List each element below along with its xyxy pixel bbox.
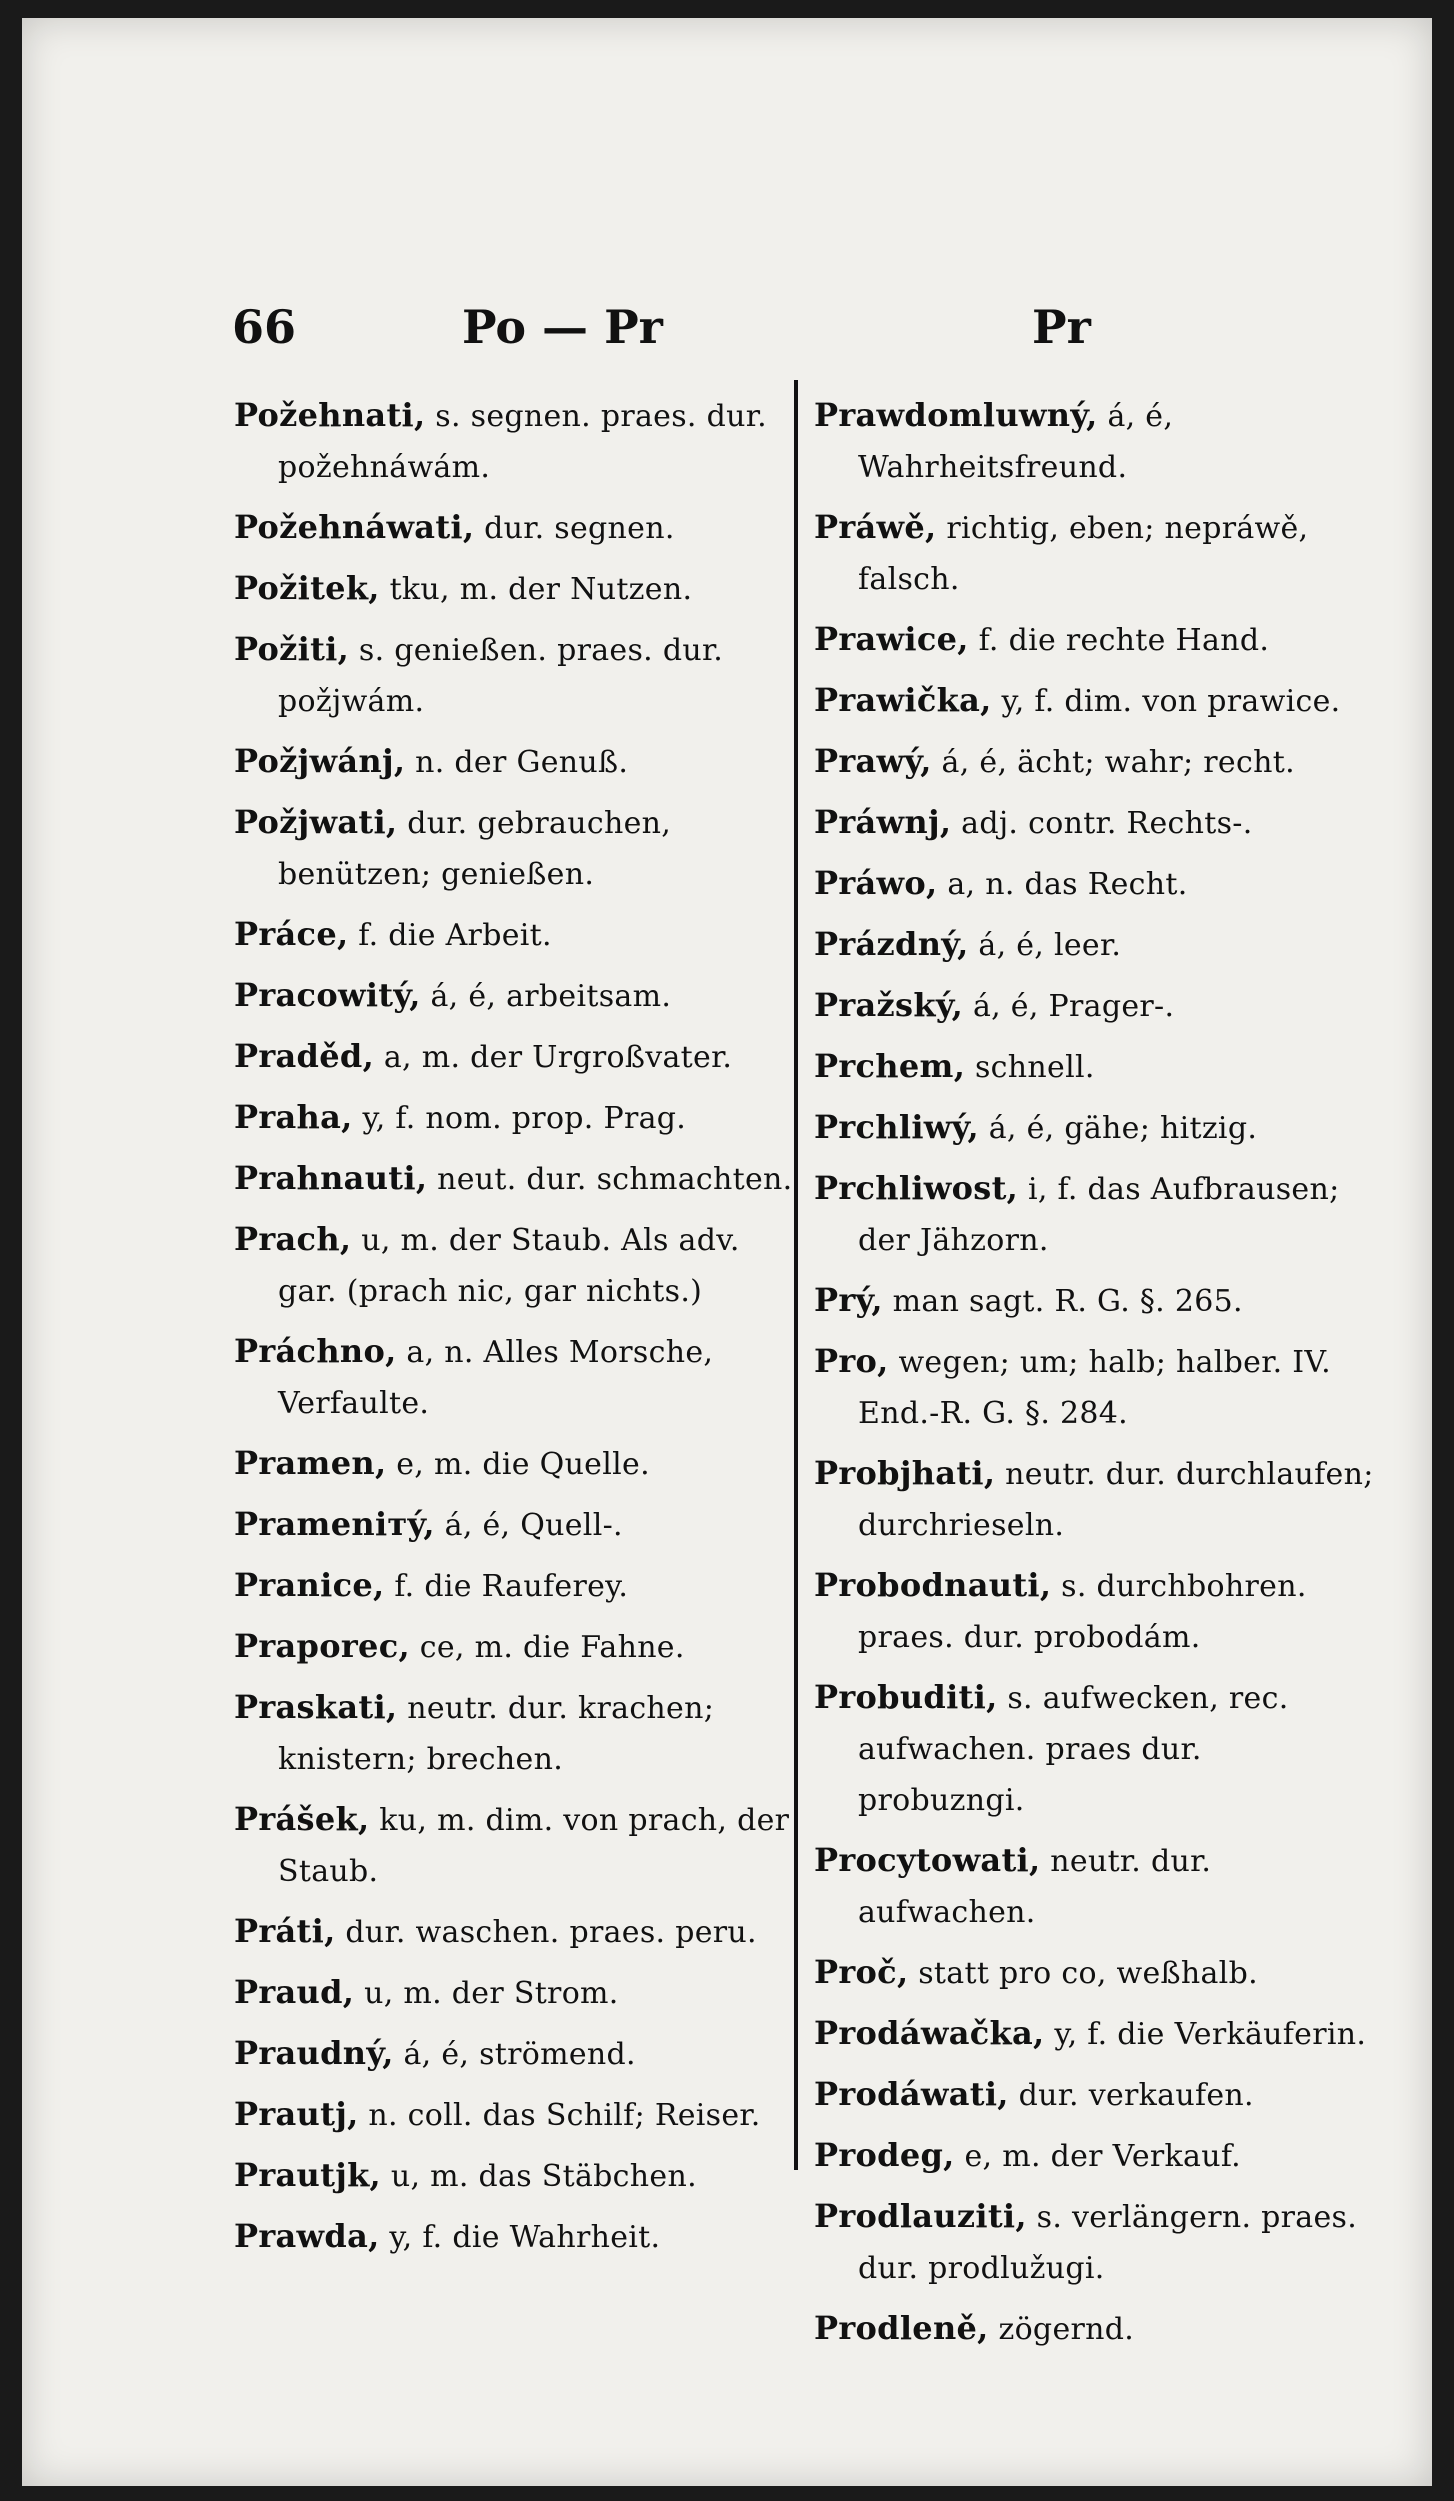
entry-headword: Prchliwost, [814, 1169, 1019, 1207]
entry-headword: Prawička, [814, 681, 992, 719]
entry-headword: Prautjk, [234, 2156, 381, 2194]
entry-headword: Prodáwačka, [814, 2014, 1045, 2052]
entry-definition: á, é, Wahrheitsfreund. [858, 399, 1174, 485]
entry-headword: Proč, [814, 1953, 909, 1991]
page-header [22, 300, 1432, 370]
entry-headword: Prach, [234, 1220, 352, 1258]
entry-definition: dur. verkaufen. [1018, 2078, 1254, 2113]
dictionary-entry [814, 736, 1374, 788]
entry-definition: y, f. nom. prop. Prag. [362, 1101, 687, 1136]
dictionary-entry [234, 1794, 794, 1897]
dictionary-entry [234, 2150, 794, 2202]
dictionary-entry [814, 2303, 1374, 2355]
entry-definition: neutr. dur. krachen; knistern; brechen. [278, 1691, 715, 1777]
entry-headword: Práce, [234, 915, 349, 953]
entry-definition: wegen; um; halb; halber. IV. End.-R. G. §. 284. [858, 1345, 1331, 1431]
entry-definition: n. der Genuß. [415, 745, 629, 780]
entry-headword: Prawý, [814, 742, 932, 780]
dictionary-entry [234, 1967, 794, 2019]
entry-headword: Praděd, [234, 1037, 375, 1075]
entry-definition: f. die Arbeit. [358, 918, 552, 953]
dictionary-entry [814, 1041, 1374, 1093]
entry-headword: Praskati, [234, 1688, 398, 1726]
dictionary-entry [234, 970, 794, 1022]
entry-definition: ku, m. dim. von prach, der Staub. [278, 1803, 790, 1889]
entry-headword: Požiti, [234, 630, 350, 668]
right-guide-word: Pr [1032, 300, 1091, 354]
dictionary-entry [814, 2008, 1374, 2060]
dictionary-entry [814, 502, 1374, 605]
dictionary-entry [814, 2191, 1374, 2294]
entry-headword: Probuditi, [814, 1678, 998, 1716]
dictionary-entry [814, 614, 1374, 666]
entry-definition: u, m. das Stäbchen. [390, 2159, 697, 2194]
dictionary-entry [814, 1672, 1374, 1826]
dictionary-entry [234, 1906, 794, 1958]
entry-headword: Prautj, [234, 2095, 359, 2133]
dictionary-page [22, 18, 1432, 2486]
entry-definition: á, é, leer. [978, 928, 1122, 963]
dictionary-entry [234, 563, 794, 615]
entry-headword: Praporec, [234, 1627, 410, 1665]
entry-definition: á, é, gähe; hitzig. [988, 1111, 1258, 1146]
entry-definition: u, m. der Strom. [364, 1976, 619, 2011]
entry-headword: Prý, [814, 1281, 883, 1319]
dictionary-entry [814, 919, 1374, 971]
entry-definition: i, f. das Aufbrausen; der Jähzorn. [858, 1172, 1340, 1258]
page-number: 66 [232, 300, 297, 354]
entry-definition: á, é, arbeitsam. [430, 979, 672, 1014]
dictionary-entry [234, 1438, 794, 1490]
column-divider [794, 380, 798, 2170]
entry-definition: s. verlängern. praes. dur. prodlužugi. [858, 2200, 1358, 2286]
entry-headword: Pražský, [814, 986, 964, 1024]
dictionary-entry [234, 1326, 794, 1429]
entry-definition: e, m. der Verkauf. [964, 2139, 1242, 2174]
entry-headword: Požitek, [234, 569, 380, 607]
dictionary-entry [814, 980, 1374, 1032]
entry-headword: Prodáwati, [814, 2075, 1009, 2113]
entry-headword: Prchliwý, [814, 1108, 979, 1146]
entry-definition: á, é, strömend. [403, 2037, 636, 2072]
entry-headword: Probodnauti, [814, 1566, 1052, 1604]
dictionary-entry [814, 1275, 1374, 1327]
dictionary-entry [814, 1560, 1374, 1663]
entry-headword: Prameniтý, [234, 1505, 435, 1543]
dictionary-entry [234, 797, 794, 900]
dictionary-entry [234, 736, 794, 788]
dictionary-entry [234, 2089, 794, 2141]
dictionary-entry [814, 675, 1374, 727]
entry-definition: adj. contr. Rechts-. [961, 806, 1253, 841]
entry-definition: á, é, Prager-. [972, 989, 1175, 1024]
entry-definition: s. segnen. praes. dur. požehnáwám. [278, 399, 767, 485]
entry-headword: Prodlauziti, [814, 2197, 1027, 2235]
dictionary-entry [234, 1031, 794, 1083]
entry-headword: Prawda, [234, 2217, 380, 2255]
dictionary-entry [814, 2069, 1374, 2121]
entry-headword: Praha, [234, 1098, 353, 1136]
dictionary-entry [234, 502, 794, 554]
entry-headword: Praud, [234, 1973, 355, 2011]
entry-headword: Prchem, [814, 1047, 966, 1085]
entry-headword: Probjhati, [814, 1454, 996, 1492]
entry-headword: Práchno, [234, 1332, 397, 1370]
entry-headword: Prawdomluwný, [814, 396, 1098, 434]
dictionary-entry [234, 1214, 794, 1317]
entry-definition: s. genießen. praes. dur. požjwám. [278, 633, 724, 719]
entry-headword: Prášek, [234, 1800, 370, 1838]
entry-definition: dur. segnen. [484, 511, 675, 546]
entry-definition: dur. waschen. praes. peru. [345, 1915, 757, 1950]
entry-headword: Práti, [234, 1912, 336, 1950]
entry-definition: neutr. dur. aufwachen. [858, 1844, 1212, 1930]
entry-definition: a, n. Alles Morsche, Verfaulte. [278, 1335, 714, 1421]
dictionary-entry [234, 2028, 794, 2080]
entry-headword: Procytowati, [814, 1841, 1041, 1879]
entry-headword: Požehnati, [234, 396, 426, 434]
dictionary-entry [814, 2130, 1374, 2182]
entry-headword: Požehnáwati, [234, 508, 475, 546]
dictionary-entry [814, 1102, 1374, 1154]
entry-headword: Práwě, [814, 508, 937, 546]
entry-headword: Pracowitý, [234, 976, 421, 1014]
entry-definition: statt pro co, weßhalb. [918, 1956, 1258, 1991]
entry-definition: neut. dur. schmachten. [437, 1162, 793, 1197]
entry-definition: á, é, ächt; wahr; recht. [941, 745, 1295, 780]
entry-headword: Pranice, [234, 1566, 385, 1604]
dictionary-entry [234, 1092, 794, 1144]
entry-definition: zögernd. [998, 2312, 1135, 2347]
entry-headword: Prahnauti, [234, 1159, 428, 1197]
entry-definition: dur. gebrauchen, benützen; genießen. [278, 806, 672, 892]
dictionary-entry [234, 390, 794, 493]
entry-headword: Pro, [814, 1342, 889, 1380]
entry-definition: e, m. die Quelle. [396, 1447, 650, 1482]
entry-headword: Pramen, [234, 1444, 387, 1482]
dictionary-entry [814, 858, 1374, 910]
entry-definition: man sagt. R. G. §. 265. [892, 1284, 1243, 1319]
dictionary-entry [814, 1448, 1374, 1551]
dictionary-entry [814, 1336, 1374, 1439]
dictionary-entry [234, 909, 794, 961]
entry-headword: Práwnj, [814, 803, 952, 841]
entry-definition: richtig, eben; nepráwě, falsch. [858, 511, 1309, 597]
entry-definition: y, f. dim. von prawice. [1001, 684, 1341, 719]
entry-definition: schnell. [974, 1050, 1095, 1085]
dictionary-entry [234, 1682, 794, 1785]
dictionary-entry [234, 1499, 794, 1551]
dictionary-entry [234, 624, 794, 727]
left-guide-word: Po — Pr [462, 300, 663, 354]
entry-definition: a, n. das Recht. [947, 867, 1188, 902]
entry-headword: Požjwánj, [234, 742, 406, 780]
dictionary-entry [814, 1835, 1374, 1938]
entry-definition: y, f. die Verkäuferin. [1054, 2017, 1367, 2052]
entry-definition: n. coll. das Schilf; Reiser. [368, 2098, 761, 2133]
entry-definition: a, m. der Urgroßvater. [383, 1040, 733, 1075]
entry-definition: f. die rechte Hand. [978, 623, 1270, 658]
entry-definition: tku, m. der Nutzen. [389, 572, 693, 607]
entry-headword: Praudný, [234, 2034, 394, 2072]
dictionary-entry [234, 1621, 794, 1673]
dictionary-entry [814, 1163, 1374, 1266]
entry-definition: á, é, Quell-. [444, 1508, 623, 1543]
entry-headword: Prázdný, [814, 925, 969, 963]
entry-headword: Prodleně, [814, 2309, 989, 2347]
dictionary-entry [234, 1560, 794, 1612]
dictionary-entry [814, 390, 1374, 493]
entry-definition: neutr. dur. durchlaufen; durchrieseln. [858, 1457, 1374, 1543]
entry-headword: Prawice, [814, 620, 969, 658]
entry-definition: u, m. der Staub. Als adv. gar. (prach nic, gar nichts.) [278, 1223, 740, 1309]
entry-definition: s. aufwecken, rec. aufwachen. praes dur. probuzngi. [858, 1681, 1289, 1818]
dictionary-entry [234, 1153, 794, 1205]
entry-definition: s. durchbohren. praes. dur. probodám. [858, 1569, 1307, 1655]
dictionary-entry [814, 797, 1374, 849]
dictionary-entry [234, 2211, 794, 2263]
right-column [814, 390, 1374, 2364]
entry-headword: Požjwati, [234, 803, 398, 841]
entry-definition: f. die Rauferey. [394, 1569, 629, 1604]
entry-headword: Práwo, [814, 864, 938, 902]
entry-headword: Prodeg, [814, 2136, 955, 2174]
entry-definition: ce, m. die Fahne. [419, 1630, 685, 1665]
left-column [234, 390, 794, 2272]
dictionary-entry [814, 1947, 1374, 1999]
entry-definition: y, f. die Wahrheit. [389, 2220, 661, 2255]
